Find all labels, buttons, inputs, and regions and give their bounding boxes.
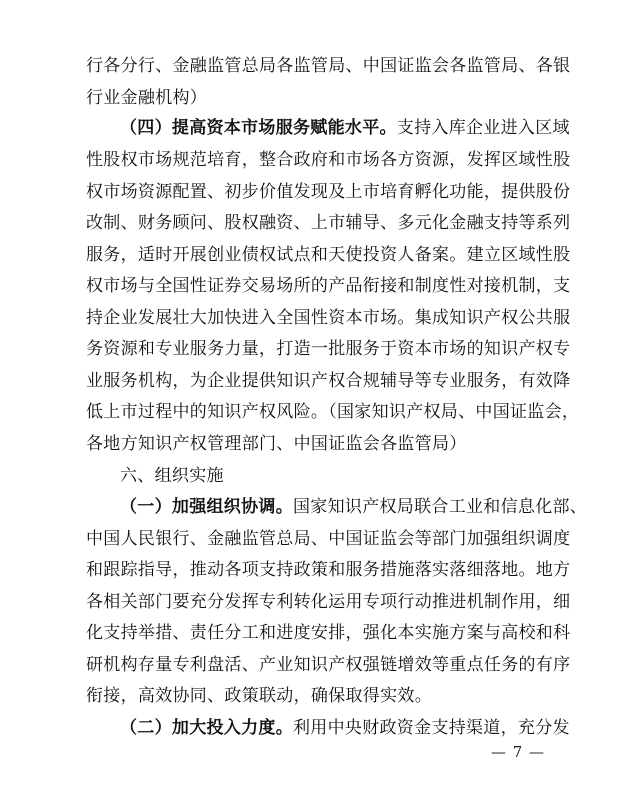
paragraph-line: 业服务机构，为企业提供知识产权合规辅导等专业服务，有效降	[86, 371, 571, 391]
paragraph-line: 和跟踪指导，推动各项支持政策和服务措施落实落细落地。地方	[86, 560, 571, 580]
paragraph-line: 低上市过程中的知识产权风险。（国家知识产权局、中国证监会，	[86, 402, 580, 422]
section-heading-1: （一）加强组织协调。	[120, 497, 293, 517]
paragraph-text: 支持入库企业进入区域	[396, 118, 570, 138]
paragraph-line: 务资源和专业服务力量，打造一批服务于资本市场的知识产权专	[86, 339, 571, 359]
paragraph-line: 权市场与全国性证券交易场所的产品衔接和制度性对接机制，支	[86, 276, 571, 296]
paragraph-line: 服务，适时开展创业债权试点和天使投资人备案。建立区域性股	[86, 245, 571, 265]
page-number: — 7 —	[490, 743, 546, 761]
paragraph-heading-line	[120, 497, 588, 517]
paragraph-heading-line	[120, 118, 570, 138]
section-heading-2: （二）加大投入力度。	[120, 718, 293, 738]
paragraph-line: 中国人民银行、金融监管总局、中国证监会等部门加强组织调度	[86, 529, 571, 549]
paragraph-line: 化支持举措、责任分工和进度安排，强化本实施方案与高校和科	[86, 623, 571, 643]
paragraph-line: 权市场资源配置、初步价值发现及上市培育孵化功能，提供股份	[86, 182, 571, 202]
paragraph-heading-line	[120, 718, 570, 738]
paragraph-text: 国家知识产权局联合工业和信息化部、	[293, 497, 588, 517]
paragraph-line: 研机构存量专利盘活、产业知识产权强链增效等重点任务的有序	[86, 655, 571, 675]
paragraph-line: 各地方知识产权管理部门、中国证监会各监管局）	[86, 434, 467, 454]
paragraph-line: 行业金融机构）	[86, 88, 208, 108]
section-title-organization: 六、组织实施	[120, 466, 224, 486]
paragraph-line: 各相关部门要充分发挥专利转化运用专项行动推进机制作用，细	[86, 592, 571, 612]
section-heading-4: （四）提高资本市场服务赋能水平。	[120, 118, 397, 138]
paragraph-line: 持企业发展壮大加快进入全国性资本市场。集成知识产权公共服	[86, 308, 571, 328]
paragraph-line: 改制、财务顾问、股权融资、上市辅导、多元化金融支持等系列	[86, 213, 571, 233]
paragraph-text: 利用中央财政资金支持渠道，充分发	[293, 718, 570, 738]
paragraph-line: 行各分行、金融监管总局各监管局、中国证监会各监管局、各银	[86, 56, 571, 76]
paragraph-line: 衔接，高效协同、政策联动，确保取得实效。	[86, 686, 432, 706]
paragraph-line: 性股权市场规范培育，整合政府和市场各方资源，发挥区域性股	[86, 150, 571, 170]
